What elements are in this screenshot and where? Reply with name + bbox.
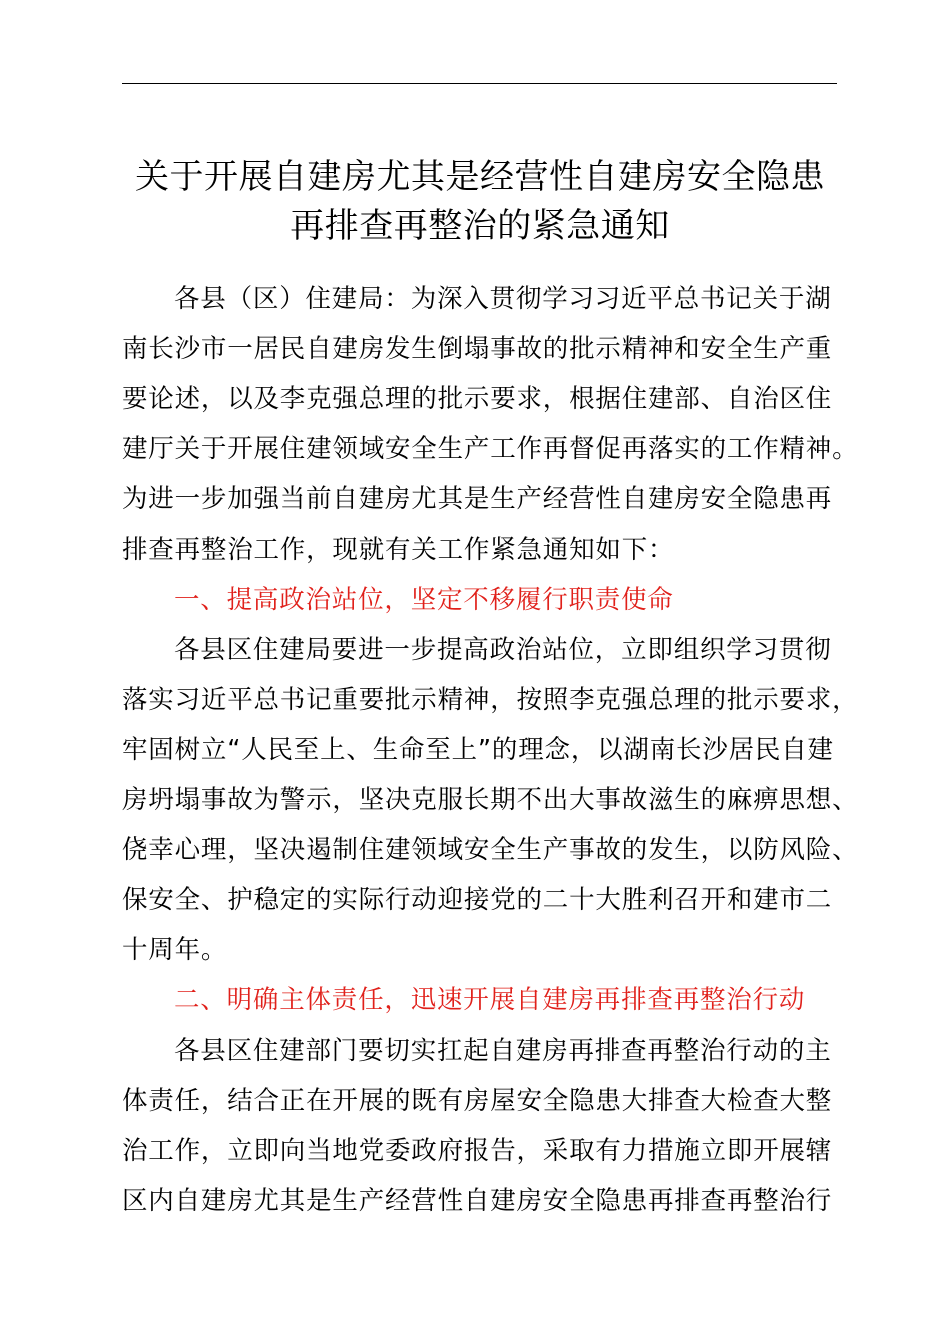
body-line: 各县（区）住建局：为深入贯彻学习习近平总书记关于湖 xyxy=(174,284,832,314)
body-line: 排查再整治工作，现就有关工作紧急通知如下： xyxy=(122,534,675,565)
body-line: 落实习近平总书记重要批示精神，按照李克强总理的批示要求， xyxy=(122,684,859,715)
body-line: 各县区住建部门要切实扛起自建房再排查再整治行动的主 xyxy=(174,1035,832,1066)
section-heading: 一、提高政治站位，坚定不移履行职责使命 xyxy=(174,584,674,615)
body-line: 建厅关于开展住建领域安全生产工作再督促再落实的工作精神。 xyxy=(122,434,859,465)
body-line: 十周年。 xyxy=(122,935,228,966)
body-line: 各县区住建局要进一步提高政治站位，立即组织学习贯彻 xyxy=(174,634,832,665)
document-title-line-2: 再排查再整治的紧急通知 xyxy=(290,206,670,246)
body-line: 为进一步加强当前自建房尤其是生产经营性自建房安全隐患再 xyxy=(122,484,833,515)
body-line: 南长沙市一居民自建房发生倒塌事故的批示精神和安全生产重 xyxy=(122,334,833,365)
header-divider xyxy=(122,83,837,84)
section-heading: 二、明确主体责任，迅速开展自建房再排查再整治行动 xyxy=(174,985,806,1016)
body-line: 保安全、护稳定的实际行动迎接党的二十大胜利召开和建市二 xyxy=(122,885,833,916)
body-line: 房坍塌事故为警示，坚决克服长期不出大事故滋生的麻痹思想、 xyxy=(122,785,859,815)
body-line: 牢固树立“人民至上、生命至上”的理念，以湖南长沙居民自建 xyxy=(122,734,834,765)
body-line: 治工作，立即向当地党委政府报告，采取有力措施立即开展辖 xyxy=(122,1135,833,1166)
document-title-line-1: 关于开展自建房尤其是经营性自建房安全隐患 xyxy=(135,157,825,197)
body-line: 体责任，结合正在开展的既有房屋安全隐患大排查大检查大整 xyxy=(122,1085,833,1116)
body-line: 区内自建房尤其是生产经营性自建房安全隐患再排查再整治行 xyxy=(122,1185,833,1216)
body-line: 侥幸心理，坚决遏制住建领域安全生产事故的发生，以防风险、 xyxy=(122,835,859,866)
body-line: 要论述，以及李克强总理的批示要求，根据住建部、自治区住 xyxy=(122,384,833,415)
